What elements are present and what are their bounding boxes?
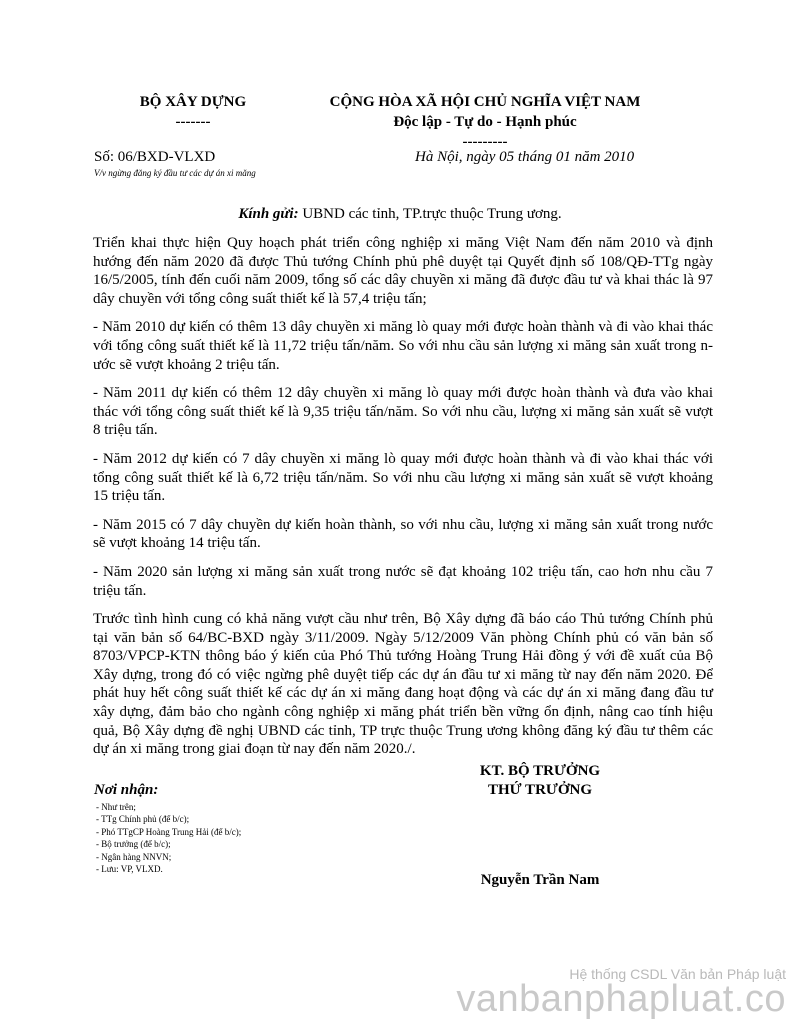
place-and-date: Hà Nội, ngày 05 tháng 01 năm 2010 [415,149,635,165]
recipient-item: - Lưu: VP, VLXD. [96,864,163,875]
watermark-site: vanbanphapluat.co [456,978,786,1020]
addressee-text: UBND các tỉnh, TP.trực thuộc Trung ương. [298,206,562,222]
addressee-label: Kính gửi: [238,206,299,222]
motto-underline: --------- [462,134,508,150]
country-name: CỘNG HÒA XÃ HỘI CHỦ NGHĨA VIỆT NAM [329,94,641,110]
signatory-name: Nguyễn Trần Nam [480,872,600,888]
document-number: Số: 06/BXD-VLXD [94,149,216,165]
addressee-line [0,206,800,223]
recipient-item: - Bộ trưởng (để b/c); [96,839,171,850]
signature-title-block [420,762,660,800]
issuing-agency-block [108,92,278,132]
body-paragraph: Trước tình hình cung có khả năng vượt cầu như trên, Bộ Xây dựng đã báo cáo Thủ tướng Chính phủ tại văn bản số 64/BC-BXD ngày 3/11/2009. Ngày 5/12/2009 Văn phòng Chính phủ có văn bản số 8703/VPCP-KTN thông báo ý kiến của Phó Thủ tướng Hoàng Trung Hải đồng ý với đề xuất của Bộ Xây dựng, trong đó có việc ngừng phê duyệt tiếp các dự án đầu tư xi măng từ nay đến năm 2020. Để phát huy hết công suất thiết kế các dự án xi măng đang hoạt động và các dự án xi măng đang đầu tư xây dựng, đảm bảo cho ngành công nghiệp xi măng phát triển bền vững ổn định, nâng cao tính hiệu quả, Bộ Xây dựng đề nghị UBND các tỉnh, TP trực thuộc Trung ương không đăng ký đầu tư thêm các dự án xi măng trong giai đoạn từ nay đến năm 2020./. [93,611,713,758]
recipient-item: - Ngân hàng NNVN; [96,851,172,862]
body-paragraph: - Năm 2015 có 7 dây chuyền dự kiến hoàn thành, so với nhu cầu, lượng xi măng sản xuất trong nước sẽ vượt khoảng 14 triệu tấn. [93,516,713,552]
body-paragraph: - Năm 2011 dự kiến có thêm 12 dây chuyền xi măng lò quay mới được hoàn thành và đưa vào khai thác với tổng công suất thiết kế là 9,35 triệu tấn/năm. So với nhu cầu, lượng xi măng sản xuất sẽ vượt 8 triệu tấn. [93,385,713,439]
document-subject: V/v ngừng đăng ký đầu tư các dự án xi măng [94,168,256,178]
national-motto: Độc lập - Tự do - Hạnh phúc [393,114,577,130]
recipients-list [96,801,241,875]
document-body [93,234,713,759]
body-paragraph: - Năm 2012 dự kiến có 7 dây chuyền xi măng lò quay mới được hoàn thành và đi vào khai thác với tổng công suất thiết kế là 6,72 triệu tấn/năm. So với nhu cầu lượng xi măng sản xuất sẽ vượt khoảng 15 triệu tấn. [93,450,713,505]
recipient-item: - TTg Chính phủ (để b/c); [96,814,190,825]
body-paragraph: - Năm 2020 sản lượng xi măng sản xuất trong nước sẽ đạt khoảng 102 triệu tấn, cao hơn nhu cầu 7 triệu tấn. [93,563,713,599]
signatory-position: THỨ TRƯỞNG [487,782,593,798]
watermark-caption: Hệ thống CSDL Văn bản Pháp luật [569,966,786,982]
signatory-authority: KT. BỘ TRƯỞNG [479,763,601,779]
agency-underline: ------- [175,114,211,130]
recipient-item: - Phó TTgCP Hoàng Trung Hải (để b/c); [96,826,242,837]
body-paragraph: Triển khai thực hiện Quy hoạch phát triển công nghiệp xi măng Việt Nam đến năm 2010 và định hướng đến năm 2020 đã được Thủ tướng Chính phủ phê duyệt tại Quyết định số 108/QĐ-TTg ngày 16/5/2005, tính đến cuối năm 2009, tổng số các dây chuyền xi măng đã được đầu tư và khai thác là 97 dây chuyền với tổng công suất thiết kế là 57,4 triệu tấn; [93,235,713,307]
issuing-agency: BỘ XÂY DỰNG [139,94,247,110]
body-paragraph: - Năm 2010 dự kiến có thêm 13 dây chuyền xi măng lò quay mới được hoàn thành và đi vào khai thác với tổng công suất thiết kế là 11,72 triệu tấn/năm. So với nhu cầu sản lượng xi măng sản xuất trong nước sẽ vượt khoảng 2 triệu tấn. [93,319,713,373]
national-title-block [290,92,680,152]
recipient-item: - Như trên; [96,802,136,812]
recipients-label: Nơi nhận: [94,782,159,798]
